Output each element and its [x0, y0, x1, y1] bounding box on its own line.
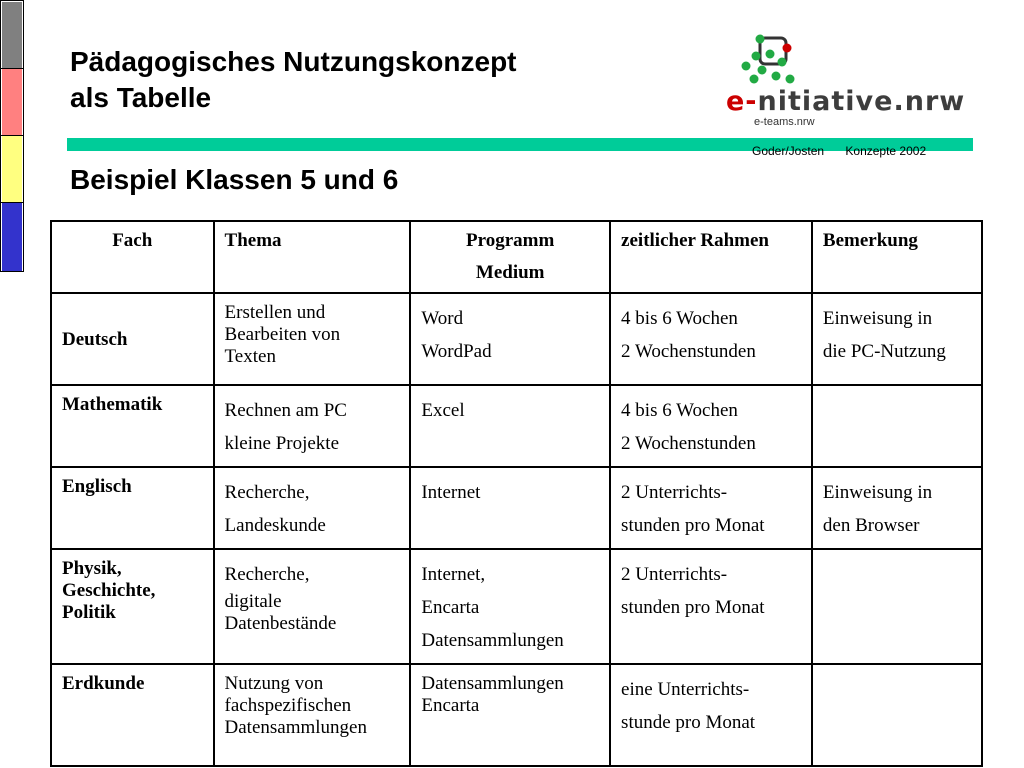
cell-thema	[214, 664, 411, 766]
color-segment-yellow	[2, 136, 22, 202]
programm-line: Word	[421, 308, 464, 329]
cell-bemerkung	[812, 549, 982, 664]
cell-thema	[214, 549, 411, 664]
thema-line: Datenbestände	[224, 613, 337, 634]
slide-credits	[752, 144, 926, 158]
page-title	[70, 44, 517, 116]
rahmen-line: stunde pro Monat	[621, 712, 756, 733]
rahmen-line: stunden pro Monat	[621, 597, 765, 618]
thema-line: Erstellen und	[224, 302, 326, 323]
cell-bemerkung	[812, 293, 982, 385]
thema-line: Texten	[224, 346, 276, 367]
rahmen-line: 4 bis 6 Wochen	[621, 400, 738, 421]
programm-line: Encarta	[421, 597, 480, 618]
color-segment-red	[2, 69, 22, 135]
fach-line: Erdkunde	[62, 673, 145, 694]
programm-line: WordPad	[421, 341, 492, 362]
logo-wordmark: e-nitiative.nrw	[726, 86, 966, 117]
e-nitiative-logo	[722, 34, 972, 132]
author-label: Goder/Josten	[752, 144, 825, 158]
rahmen-line: 2 Unterrichts-	[621, 564, 728, 585]
thema-line: Recherche,	[224, 482, 310, 503]
bemerkung-line: Einweisung in	[822, 308, 933, 329]
thema-line: Nutzung von	[224, 673, 324, 694]
cell-programm	[410, 293, 610, 385]
programm-line: Datensammlungen	[421, 673, 564, 694]
title-line-1: Pädagogisches Nutzungskonzept	[70, 46, 517, 77]
thema-line: Recherche,	[224, 564, 310, 585]
cell-fach	[51, 549, 214, 664]
cell-fach	[51, 385, 214, 467]
color-divider	[1, 68, 23, 69]
header-rahmen: zeitlicher Rahmen	[610, 221, 812, 293]
programm-line: Internet,	[421, 564, 486, 585]
table-row	[51, 467, 982, 549]
cell-bemerkung	[812, 664, 982, 766]
bemerkung-line: den Browser	[822, 515, 920, 536]
rahmen-line: eine Unterrichts-	[621, 679, 750, 700]
fach-line: Politik	[62, 602, 116, 623]
slide-subtitle: Beispiel Klassen 5 und 6	[70, 164, 399, 195]
header-programm: Programm	[466, 230, 555, 251]
bemerkung-line: Einweisung in	[822, 482, 933, 503]
programm-line: Encarta	[421, 695, 480, 716]
color-divider	[1, 135, 23, 136]
fach-line: Deutsch	[62, 329, 128, 350]
bemerkung-line: die PC-Nutzung	[822, 341, 946, 362]
cell-rahmen	[610, 664, 812, 766]
cell-fach	[51, 293, 214, 385]
table-header-row	[51, 221, 982, 293]
fach-line: Physik,	[62, 558, 122, 579]
concept-table	[50, 220, 983, 767]
color-divider	[1, 202, 23, 203]
thema-line: digitale	[224, 591, 282, 612]
header-thema: Thema	[214, 221, 411, 293]
thema-line: fachspezifischen	[224, 695, 352, 716]
cell-rahmen	[610, 467, 812, 549]
rahmen-line: 2 Unterrichts-	[621, 482, 728, 503]
cell-fach	[51, 664, 214, 766]
thema-line: Rechnen am PC	[224, 400, 347, 421]
cell-rahmen	[610, 385, 812, 467]
cell-thema	[214, 293, 411, 385]
table-row	[51, 664, 982, 766]
table-row	[51, 385, 982, 467]
cell-rahmen	[610, 293, 812, 385]
cell-rahmen	[610, 549, 812, 664]
thema-line: Landeskunde	[224, 515, 326, 536]
thema-line: kleine Projekte	[224, 433, 340, 454]
concept-label: Konzepte 2002	[845, 144, 927, 158]
fach-line: Geschichte,	[62, 580, 156, 601]
header-programm-medium	[410, 221, 610, 293]
programm-line: Excel	[421, 400, 465, 421]
cell-bemerkung	[812, 385, 982, 467]
cell-programm	[410, 467, 610, 549]
cell-thema	[214, 467, 411, 549]
rahmen-line: 2 Wochenstunden	[621, 341, 756, 362]
cell-bemerkung	[812, 467, 982, 549]
fach-line: Englisch	[62, 476, 132, 497]
color-segment-gray	[2, 2, 22, 68]
cell-programm	[410, 664, 610, 766]
color-segment-blue	[2, 203, 22, 271]
title-line-2: als Tabelle	[70, 82, 212, 113]
thema-line: Datensammlungen	[224, 717, 367, 738]
programm-line: Internet	[421, 482, 481, 503]
programm-line: Datensammlungen	[421, 630, 564, 651]
cell-programm	[410, 385, 610, 467]
thema-line: Bearbeiten von	[224, 324, 341, 345]
fach-line: Mathematik	[62, 394, 163, 415]
header-fach: Fach	[51, 221, 214, 293]
header-medium: Medium	[475, 262, 545, 283]
header-bemerkung: Bemerkung	[812, 221, 982, 293]
cell-programm	[410, 549, 610, 664]
cell-fach	[51, 467, 214, 549]
rahmen-line: 4 bis 6 Wochen	[621, 308, 738, 329]
color-sidebar	[0, 0, 24, 272]
cell-thema	[214, 385, 411, 467]
logo-subtext: e-teams.nrw	[754, 116, 815, 128]
rahmen-line: 2 Wochenstunden	[621, 433, 756, 454]
rahmen-line: stunden pro Monat	[621, 515, 765, 536]
table-row	[51, 293, 982, 385]
table-row	[51, 549, 982, 664]
logo-dots-icon	[740, 34, 810, 86]
